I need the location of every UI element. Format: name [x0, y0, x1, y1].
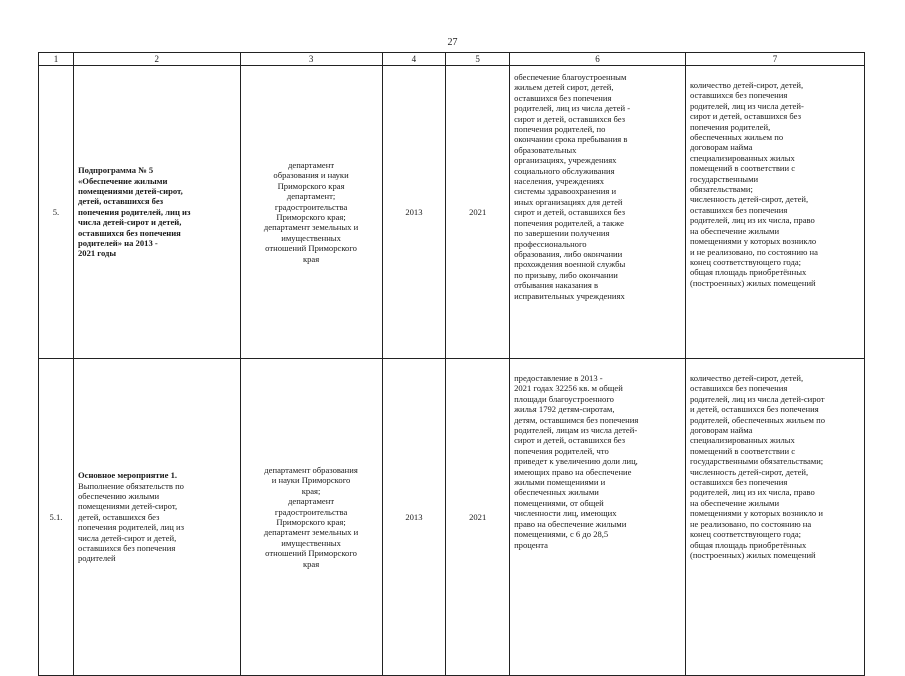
program-name-title: Основное мероприятие 1. — [77, 470, 178, 481]
expected-result-cell: предоставление в 2013 - 2021 годах 32256 кв. м общей площади благоустроенного жилья 1792 детям-сиротам, детям, оставшимся без попечения родителей, лицам из числа детей- сирот и детей, оставшихся без попечения родителей, что приведет к увеличению доли лиц, имеющих право на обеспечение жилыми помещениями и обеспеченных жилыми помещениями, от общей численности лиц, имеющих право на обеспечение жилыми помещениями, с 6 до 28,5 процента — [510, 359, 686, 676]
column-number-6: 6 — [510, 53, 686, 66]
expected-result-cell: обеспечение благоустроенным жильем детей сирот, детей, оставшихся без попечения родителей, лиц из числа детей - сирот и детей, оставшихся без попечения родителей, по окончании срока пребывания в образовательных организациях, учреждениях социального обслуживания населения, учреждениях системы здравоохранения и иных организациях для детей сирот и детей, оставшихся без попечения родителей, а также по завершении получения профессионального образования, либо окончании прохождения военной службы по призыву, либо окончании отбывания наказания в исправительных учреждениях — [510, 66, 686, 359]
executor-cell: департамент образования и науки Приморского края департамент; градостроительства Приморского края; департамент земельных и имущественных отношений Приморского края — [240, 66, 382, 359]
column-number-7: 7 — [685, 53, 864, 66]
column-number-1: 1 — [39, 53, 74, 66]
table-row — [39, 66, 865, 359]
program-name-cell — [73, 66, 240, 359]
column-number-row — [39, 53, 865, 66]
end-year-cell: 2021 — [446, 66, 510, 359]
program-name-body: Выполнение обязательств по обеспечению жилыми помещениями детей-сирот, детей, оставшихся без попечения родителей, лиц из числа детей-сирот и детей, оставшихся без попечения родителей — [77, 480, 185, 564]
row-number: 5. — [39, 66, 74, 359]
start-year-cell: 2013 — [382, 359, 446, 676]
start-year-cell: 2013 — [382, 66, 446, 359]
executor-cell: департамент образования и науки Приморского края; департамент градостроительства Приморского края; департамент земельных и имущественных отношений Приморского края — [240, 359, 382, 676]
row-number: 5.1. — [39, 359, 74, 676]
indicators-cell: количество детей-сирот, детей, оставшихся без попечения родителей, лиц из числа детей-сирот и детей, оставшихся без попечения родителей, обеспеченных жильем по договорам найма специализированных жилых помещений в соответствии с государственными обязательствами; численность детей-сирот, детей, оставшихся без попечения родителей, лиц из их числа, право на обеспечение жилыми помещениями у которых возникло и не реализовано, по состоянию на конец соответствующего года; общая площадь приобретённых (построенных) жилых помещений — [685, 359, 864, 676]
program-name-title: Подпрограмма № 5 «Обеспечение жилыми помещениями детей-сирот, детей, оставшихся без попечения родителей, лиц из числа детей-сирот и детей, оставшихся без попечения родителей» на 2013 - 2021 годы — [77, 165, 191, 259]
column-number-2: 2 — [73, 53, 240, 66]
program-name-cell — [73, 359, 240, 676]
program-table — [38, 52, 865, 676]
column-number-3: 3 — [240, 53, 382, 66]
column-number-4: 4 — [382, 53, 446, 66]
table-row — [39, 359, 865, 676]
end-year-cell: 2021 — [446, 359, 510, 676]
column-number-5: 5 — [446, 53, 510, 66]
indicators-cell: количество детей-сирот, детей, оставшихся без попечения родителей, лиц из числа детей- сирот и детей, оставшихся без попечения родителей, обеспеченных жильем по договорам найма специализированных жилых помещений в соответствии с государственными обязательствами; численность детей-сирот, детей, оставшихся без попечения родителей, лиц из их числа, право на обеспечение жилыми помещениями у которых возникло и не реализовано, по состоянию на конец соответствующего года; общая площадь приобретённых (построенных) жилых помещений — [685, 66, 864, 359]
page-number: 27 — [447, 37, 458, 48]
